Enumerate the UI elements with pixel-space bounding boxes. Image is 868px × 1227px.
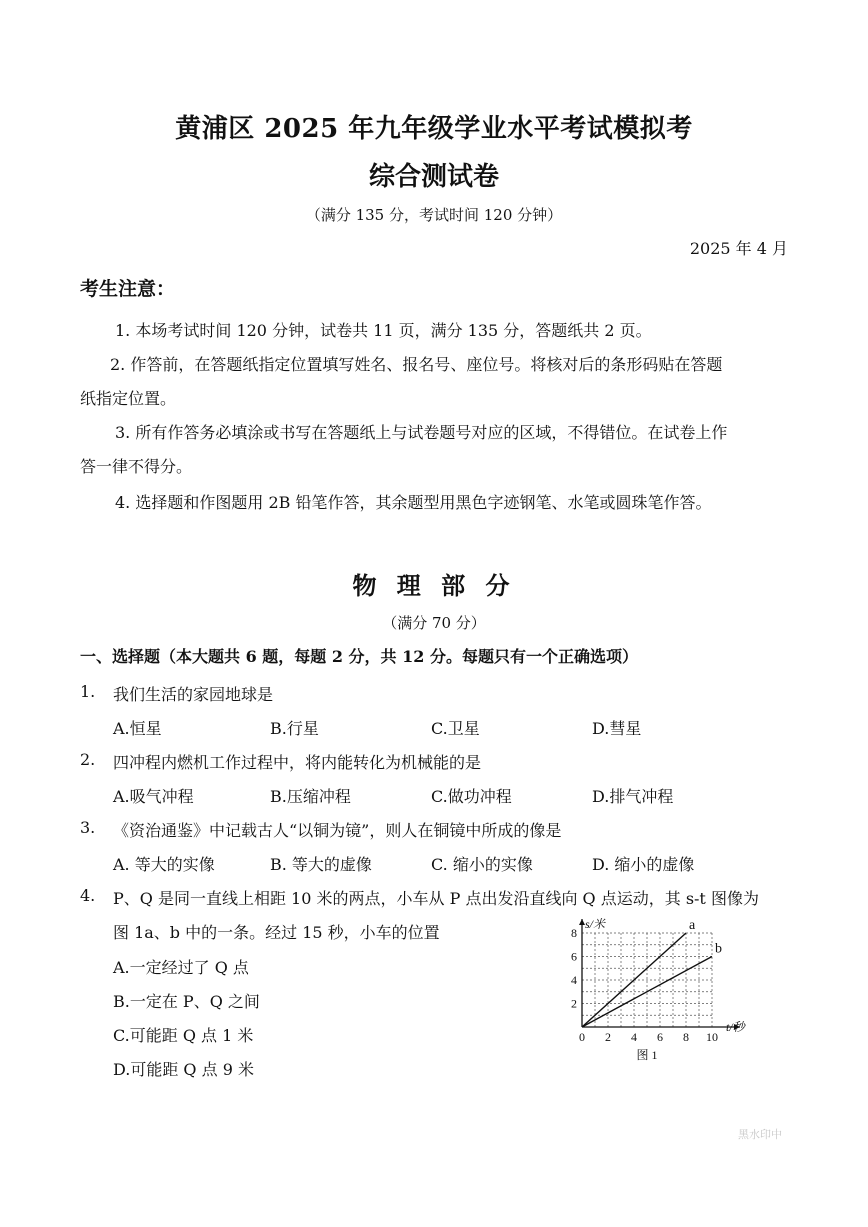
q1-option-d: D.彗星 — [592, 719, 642, 738]
notice-item-2: 2. 作答前，在答题纸指定位置填写姓名、报名号、座位号。将核对后的条形码贴在答题 — [110, 355, 723, 374]
y-tick-label: 4 — [571, 973, 577, 987]
exam-subtitle: 综合测试卷 — [368, 162, 499, 192]
q4-option-a: A.一定经过了 Q 点 — [113, 958, 249, 977]
series-label-b: b — [715, 941, 722, 957]
y-axis-label: s/米 — [585, 917, 606, 931]
notice-heading: 考生注意： — [80, 278, 176, 300]
q3-option-a: A. 等大的实像 — [113, 855, 215, 874]
chart-grid — [582, 933, 712, 1027]
q1-option-a: A.恒星 — [113, 719, 162, 738]
q1-number: 1. — [80, 682, 96, 701]
x-tick-label: 0 — [579, 1030, 585, 1044]
q4-option-d: D.可能距 Q 点 9 米 — [113, 1060, 254, 1079]
y-tick-label: 6 — [571, 949, 577, 964]
exam-date: 2025 年 4 月 — [689, 239, 788, 258]
q4-option-b: B.一定在 P、Q 之间 — [113, 992, 260, 1011]
q3-option-d: D. 缩小的虚像 — [592, 855, 695, 874]
y-tick-label: 8 — [571, 926, 577, 940]
exam-title: 黄浦区 2025 年九年级学业水平考试模拟考 — [175, 114, 693, 144]
q2-stem: 四冲程内燃机工作过程中，将内能转化为机械能的是 — [113, 753, 482, 772]
physics-section-score: （满分 70 分） — [382, 614, 486, 632]
notice-item-1: 1. 本场考试时间 120 分钟，试卷共 11 页，满分 135 分，答题纸共 2 页。 — [115, 321, 652, 340]
st-graph-figure — [560, 910, 780, 1070]
notice-item-3: 3. 所有作答务必填涂或书写在答题纸上与试卷题号对应的区域，不得错位。在试卷上作 — [115, 423, 728, 442]
x-tick-label: 10 — [706, 1030, 718, 1044]
q2-number: 2. — [80, 750, 96, 769]
x-tick-label: 6 — [657, 1030, 663, 1044]
chart-labels — [571, 917, 747, 1062]
q3-number: 3. — [80, 818, 96, 837]
q2-option-b: B.压缩冲程 — [270, 787, 351, 806]
q4-stem-line2: 图 1a、b 中的一条。经过 15 秒，小车的位置 — [113, 923, 440, 942]
q2-option-a: A.吸气冲程 — [113, 787, 194, 806]
physics-section-title: 物 理 部 分 — [352, 571, 516, 600]
series-label-a: a — [689, 918, 696, 933]
notice-item-3-cont: 答一律不得分。 — [80, 457, 193, 476]
q1-option-b: B.行星 — [270, 719, 319, 738]
q4-number: 4. — [80, 886, 96, 905]
q1-stem: 我们生活的家园地球是 — [113, 685, 274, 704]
y-tick-label: 2 — [571, 996, 577, 1011]
part-heading: 一、选择题（本大题共 6 题，每题 2 分，共 12 分。每题只有一个正确选项） — [80, 647, 638, 666]
series-line-b — [582, 957, 712, 1028]
q3-stem: 《资治通鉴》中记载古人“以铜为镜”，则人在铜镜中所成的像是 — [113, 821, 562, 840]
x-tick-label: 8 — [683, 1030, 689, 1044]
q4-option-c: C.可能距 Q 点 1 米 — [113, 1026, 254, 1045]
exam-score-time: （满分 135 分，考试时间 120 分钟） — [305, 206, 563, 224]
q2-option-c: C.做功冲程 — [431, 787, 512, 806]
q3-option-b: B. 等大的虚像 — [270, 855, 372, 874]
watermark-text: 黑水印中 — [738, 1128, 782, 1141]
notice-item-4: 4. 选择题和作图题用 2B 铅笔作答，其余题型用黑色字迹钢笔、水笔或圆珠笔作答。 — [115, 493, 712, 512]
x-axis-label: t/秒 — [726, 1020, 745, 1034]
x-tick-label: 4 — [631, 1030, 637, 1044]
notice-item-2-cont: 纸指定位置。 — [80, 389, 177, 408]
q4-stem-line1: P、Q 是同一直线上相距 10 米的两点，小车从 P 点出发沿直线向 Q 点运动，其 s-t 图像为 — [113, 889, 759, 908]
chart-axes — [579, 919, 740, 1030]
q1-option-c: C.卫星 — [431, 719, 480, 738]
x-tick-label: 2 — [605, 1030, 611, 1044]
q3-option-c: C. 缩小的实像 — [431, 855, 533, 874]
q2-option-d: D.排气冲程 — [592, 787, 674, 806]
figure-caption: 图 1 — [636, 1048, 658, 1062]
